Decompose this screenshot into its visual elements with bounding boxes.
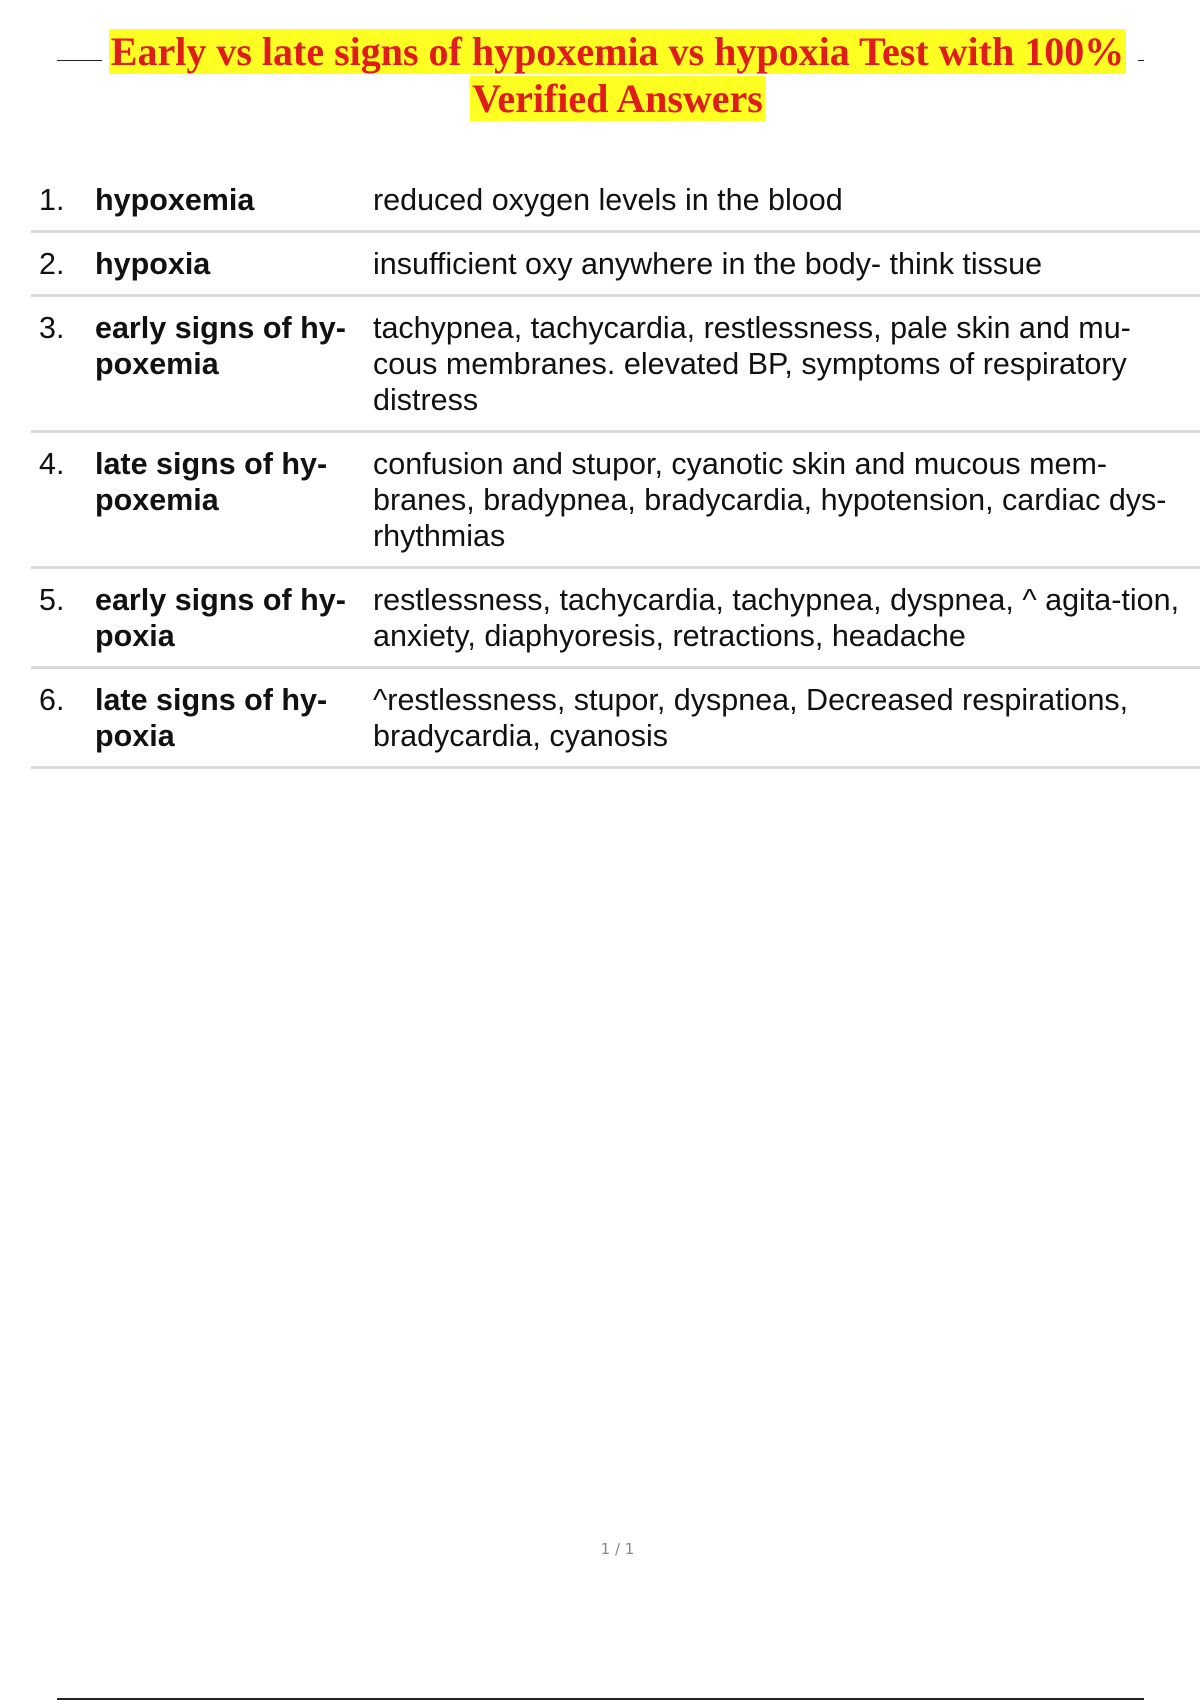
item-term: hypoxemia [95,183,255,217]
page-indicator: 1 / 1 [600,1540,635,1558]
item-term: late signs of hy-poxia [95,683,328,753]
qa-row [31,669,1200,769]
title-line-2: Verified Answers [472,76,763,121]
item-definition: confusion and stupor, cyanotic skin and mucous mem-branes, bradypnea, bradycardia, hypotension, cardiac dys-rhythmias [373,447,1167,553]
qa-row [31,569,1200,669]
item-number: 4. [39,447,65,481]
item-number: 5. [39,583,65,617]
item-number: 3. [39,311,65,345]
item-definition: insufficient oxy anywhere in the body- think tissue [373,247,1043,281]
item-number: 1. [39,183,65,217]
qa-row [31,297,1200,433]
item-number: 2. [39,247,65,281]
qa-row [31,172,1200,233]
item-term: early signs of hy-poxia [95,583,346,653]
item-number: 6. [39,683,65,717]
item-definition: restlessness, tachycardia, tachypnea, dyspnea, ^ agita-tion, anxiety, diaphyoresis, retractions, headache [373,583,1180,653]
item-term: late signs of hy-poxemia [95,447,328,517]
qa-row [31,233,1200,297]
title-line-1: Early vs late signs of hypoxemia vs hypoxia Test with 100% [110,29,1125,74]
qa-table [31,172,1200,769]
qa-row [31,433,1200,569]
item-definition: reduced oxygen levels in the blood [373,183,843,217]
item-definition: tachypnea, tachycardia, restlessness, pale skin and mu-cous membranes. elevated BP, symptoms of respiratory distress [373,311,1131,417]
item-definition: ^restlessness, stupor, dyspnea, Decreased respirations, bradycardia, cyanosis [373,683,1129,753]
item-term: hypoxia [95,247,211,281]
document-title [0,28,1200,122]
item-term: early signs of hy-poxemia [95,311,346,381]
